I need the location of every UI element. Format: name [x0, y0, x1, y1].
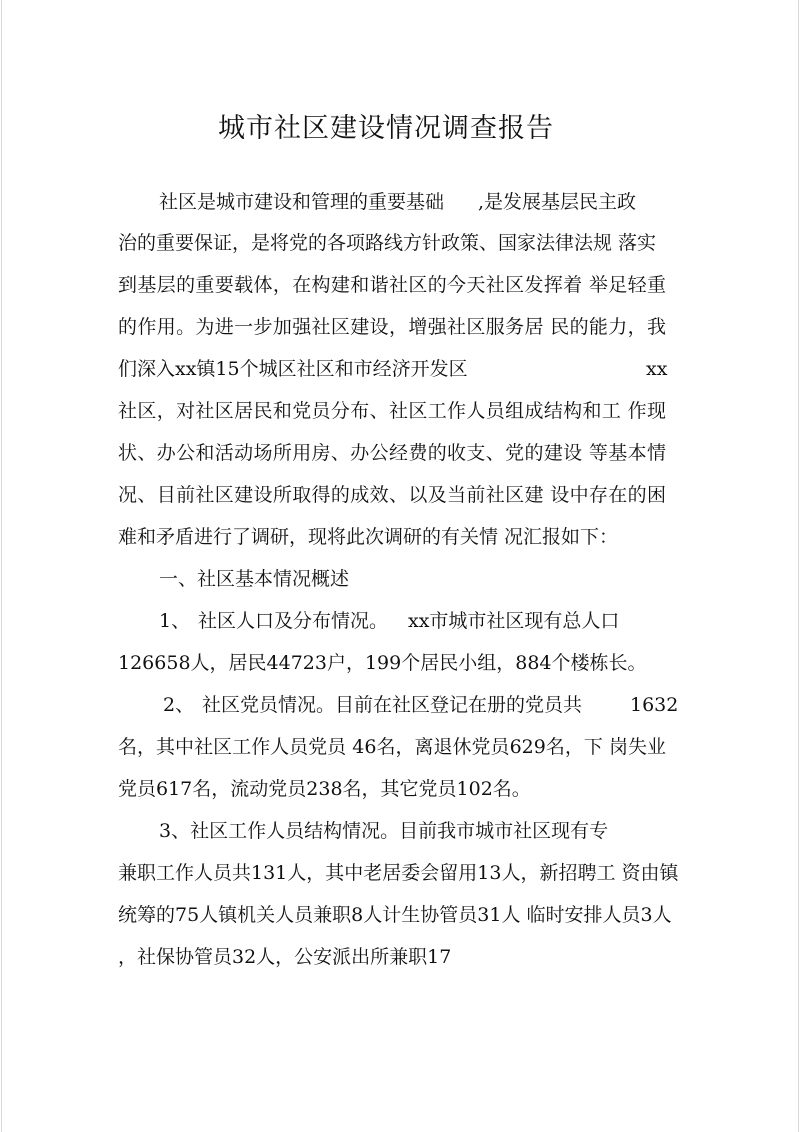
item1-line2: 126658人，居民44723户，199个居民小组，884个楼栋长。 [118, 652, 647, 674]
page-border-right [798, 0, 799, 1132]
intro-line-9: 难和矛盾进行了调研，现将此次调研的有关情 况汇报如下： [118, 526, 619, 548]
intro-line-3: 到基层的重要载体，在构建和谐社区的今天社区发挥着 举足轻重 [118, 274, 666, 296]
intro-line-7: 状、办公和活动场所用房、办公经费的收支、党的建设 等基本情 [118, 442, 666, 464]
intro-line-6: 社区，对社区居民和党员分布、社区工作人员组成结构和工 作现 [118, 400, 666, 422]
item3-line3: 统筹的75人镇机关人员兼职8人计生协管员31人 临时安排人员3人 [118, 904, 672, 926]
intro-line-2: 治的重要保证，是将党的各项路线方针政策、国家法律法规 落实 [118, 232, 657, 254]
intro-line-8: 况、目前社区建设所取得的成效、以及当前社区建 设中存在的困 [118, 484, 666, 506]
item3-line2: 兼职工作人员共131人，其中老居委会留用13人，新招聘工 资由镇 [118, 862, 679, 884]
intro-line-4: 的作用。为进一步加强社区建设，增强社区服务居 民的能力，我 [118, 316, 666, 338]
item2-line3: 党员617名，流动党员238名，其它党员102名。 [118, 778, 531, 800]
item2-number: 2、 [163, 694, 195, 716]
item2-line2: 名，其中社区工作人员党员 46名，离退休党员629名，下 岗失业 [118, 736, 666, 758]
page-border-left [1, 0, 2, 1132]
item1-heading-cont: xx市城市社区现有总人口 [408, 610, 620, 632]
document-title: 城市社区建设情况调查报告 [218, 113, 554, 144]
item2-heading: 社区党员情况。目前在社区登记在册的党员共 [202, 694, 583, 716]
intro-line-5a: 们深入xx镇15个城区社区和市经济开发区 [118, 358, 468, 380]
item1-heading: 社区人口及分布情况。 [198, 610, 389, 632]
item3-line1: 3、社区工作人员结构情况。目前我市城市社区现有专 [159, 820, 609, 842]
item1-number: 1、 [159, 610, 191, 632]
intro-line-1a: 社区是城市建设和管理的重要基础 [159, 191, 445, 213]
intro-line-5b: xx [646, 358, 668, 380]
intro-line-1b: ,是发展基层民主政 [478, 191, 637, 213]
item3-line4: ，社保协管员32人，公安派出所兼职17 [118, 946, 452, 968]
section-heading: 一、社区基本情况概述 [159, 568, 350, 590]
item2-value: 1632 [630, 694, 679, 716]
